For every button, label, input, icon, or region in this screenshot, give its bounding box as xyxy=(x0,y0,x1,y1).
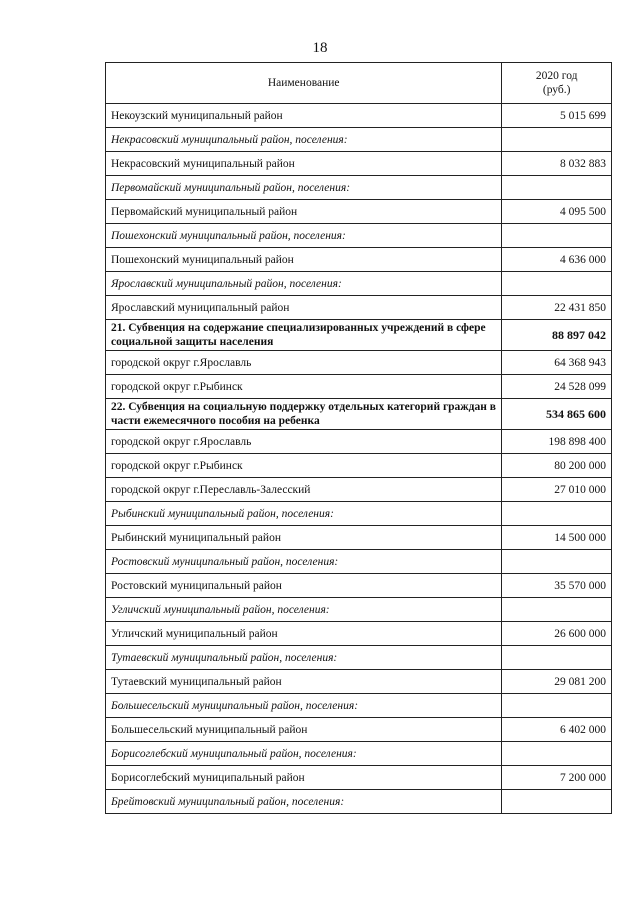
column-header-year-label: 2020 год xyxy=(535,70,578,82)
row-value: 27 010 000 xyxy=(502,478,612,502)
table-row xyxy=(106,430,612,454)
row-value xyxy=(502,176,612,200)
row-name: Большесельский муниципальный район xyxy=(106,718,502,742)
row-name: Первомайский муниципальный район xyxy=(106,200,502,224)
row-name: Рыбинский муниципальный район, поселения: xyxy=(106,502,502,526)
table-row xyxy=(106,526,612,550)
row-name: Ярославский муниципальный район xyxy=(106,296,502,320)
row-name: городской округ г.Рыбинск xyxy=(106,375,502,399)
page-number: 18 xyxy=(312,40,328,56)
row-name: городской округ г.Рыбинск xyxy=(106,454,502,478)
table-row xyxy=(106,622,612,646)
table-group-row xyxy=(106,502,612,526)
row-name: Тутаевский муниципальный район, поселения: xyxy=(106,646,502,670)
table-section-row xyxy=(106,399,612,430)
column-header-year xyxy=(502,63,612,104)
table-header-row xyxy=(106,63,612,104)
row-value: 7 200 000 xyxy=(502,766,612,790)
row-name: Угличский муниципальный район xyxy=(106,622,502,646)
row-value xyxy=(502,598,612,622)
row-value xyxy=(502,742,612,766)
row-name: Брейтовский муниципальный район, поселения: xyxy=(106,790,502,814)
row-name: Некоузский муниципальный район xyxy=(106,104,502,128)
table-section-row xyxy=(106,320,612,351)
row-value: 88 897 042 xyxy=(502,320,612,351)
row-value xyxy=(502,502,612,526)
row-value: 5 015 699 xyxy=(502,104,612,128)
table-row xyxy=(106,351,612,375)
row-name: городской округ г.Переславль-Залесский xyxy=(106,478,502,502)
table-row xyxy=(106,454,612,478)
row-value: 22 431 850 xyxy=(502,296,612,320)
row-value xyxy=(502,272,612,296)
table-row xyxy=(106,478,612,502)
row-value: 14 500 000 xyxy=(502,526,612,550)
row-name: Большесельский муниципальный район, поселения: xyxy=(106,694,502,718)
row-name: Первомайский муниципальный район, поселения: xyxy=(106,176,502,200)
budget-table xyxy=(105,62,612,814)
row-name: Некрасовский муниципальный район xyxy=(106,152,502,176)
table-row xyxy=(106,766,612,790)
table-row xyxy=(106,296,612,320)
row-name: городской округ г.Ярославль xyxy=(106,430,502,454)
row-value: 26 600 000 xyxy=(502,622,612,646)
row-value xyxy=(502,224,612,248)
row-name: Угличский муниципальный район, поселения: xyxy=(106,598,502,622)
row-value: 8 032 883 xyxy=(502,152,612,176)
row-value xyxy=(502,694,612,718)
row-value xyxy=(502,128,612,152)
table-group-row xyxy=(106,694,612,718)
row-name: Борисоглебский муниципальный район, поселения: xyxy=(106,742,502,766)
row-value: 6 402 000 xyxy=(502,718,612,742)
table-row xyxy=(106,200,612,224)
row-name: Пошехонский муниципальный район, поселения: xyxy=(106,224,502,248)
table-body xyxy=(106,104,612,814)
row-value: 4 095 500 xyxy=(502,200,612,224)
row-name: Борисоглебский муниципальный район xyxy=(106,766,502,790)
table-group-row xyxy=(106,790,612,814)
table-group-row xyxy=(106,128,612,152)
table-group-row xyxy=(106,224,612,248)
row-name: городской округ г.Ярославль xyxy=(106,351,502,375)
row-value: 80 200 000 xyxy=(502,454,612,478)
row-value xyxy=(502,550,612,574)
row-value: 198 898 400 xyxy=(502,430,612,454)
row-value: 64 368 943 xyxy=(502,351,612,375)
table-row xyxy=(106,670,612,694)
row-value: 29 081 200 xyxy=(502,670,612,694)
row-name: Тутаевский муниципальный район xyxy=(106,670,502,694)
table-row xyxy=(106,574,612,598)
row-name: Ростовский муниципальный район, поселения: xyxy=(106,550,502,574)
table-group-row xyxy=(106,176,612,200)
row-name: Ярославский муниципальный район, поселения: xyxy=(106,272,502,296)
row-name: Ростовский муниципальный район xyxy=(106,574,502,598)
row-value xyxy=(502,790,612,814)
table-group-row xyxy=(106,598,612,622)
row-name: 21. Субвенция на содержание специализированных учреждений в сфере социальной защиты населения xyxy=(106,320,502,351)
row-name: 22. Субвенция на социальную поддержку отдельных категорий граждан в части ежемесячного пособия на ребенка xyxy=(106,399,502,430)
row-name: Некрасовский муниципальный район, поселения: xyxy=(106,128,502,152)
table-row xyxy=(106,152,612,176)
table-group-row xyxy=(106,272,612,296)
table-row xyxy=(106,104,612,128)
row-name: Рыбинский муниципальный район xyxy=(106,526,502,550)
column-header-name: Наименование xyxy=(106,63,502,104)
table-group-row xyxy=(106,646,612,670)
row-value: 24 528 099 xyxy=(502,375,612,399)
table-row xyxy=(106,248,612,272)
row-value: 4 636 000 xyxy=(502,248,612,272)
table-group-row xyxy=(106,742,612,766)
row-name: Пошехонский муниципальный район xyxy=(106,248,502,272)
row-value xyxy=(502,646,612,670)
row-value: 35 570 000 xyxy=(502,574,612,598)
table-row xyxy=(106,718,612,742)
row-value: 534 865 600 xyxy=(502,399,612,430)
table-row xyxy=(106,375,612,399)
column-header-unit: (руб.) xyxy=(542,84,571,96)
table-group-row xyxy=(106,550,612,574)
